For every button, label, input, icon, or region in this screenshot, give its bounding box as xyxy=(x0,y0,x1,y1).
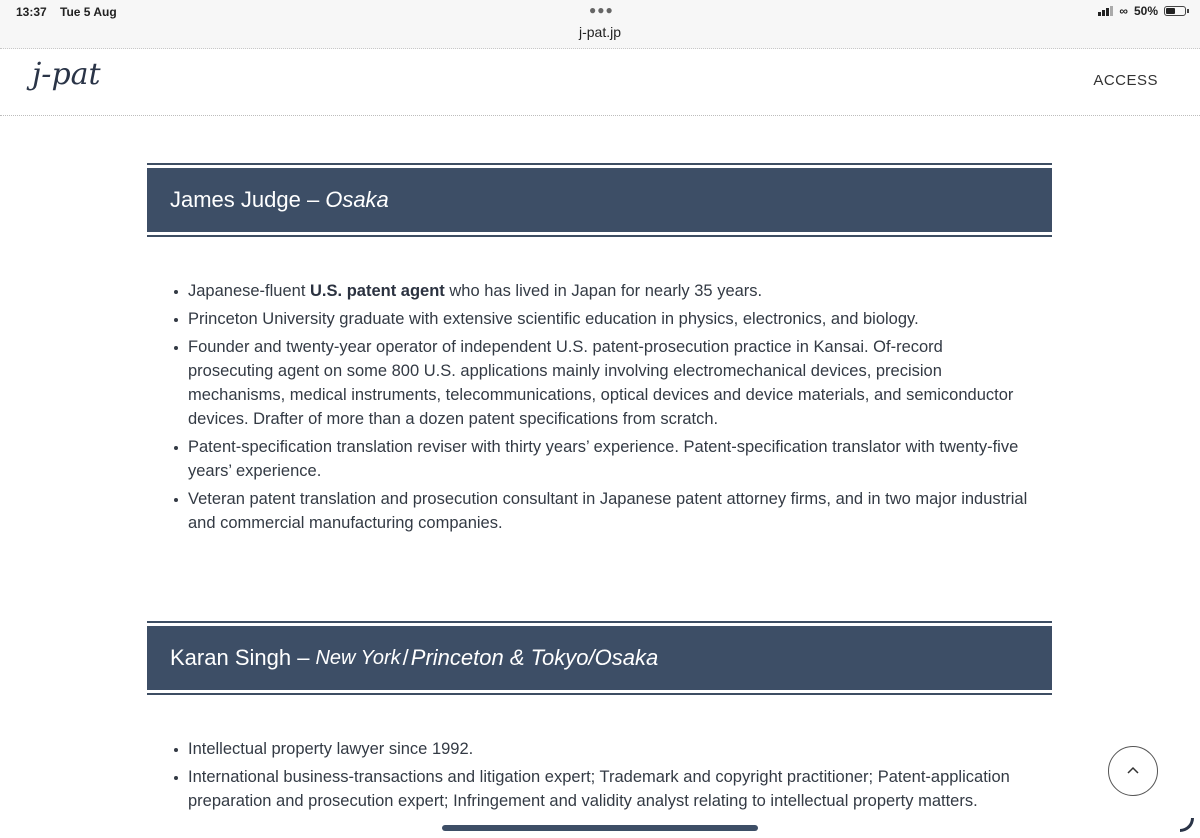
profile-heading xyxy=(147,168,1052,232)
site-header xyxy=(0,49,1200,116)
resize-corner-icon xyxy=(1180,818,1194,832)
profile-points xyxy=(147,737,1052,813)
status-time: 13:37 xyxy=(16,5,47,19)
profile-james-judge xyxy=(147,163,1052,539)
profile-banner xyxy=(147,621,1052,695)
list-item: Princeton University graduate with extensive scientific education in physics, electronics, and biology. xyxy=(147,307,1028,331)
battery-percent: 50% xyxy=(1133,4,1158,18)
multitasking-dots-icon[interactable]: ●●● xyxy=(589,3,614,17)
profile-heading xyxy=(147,626,1052,690)
profile-location-secondary: Princeton & Tokyo/Osaka xyxy=(410,645,659,670)
profile-points xyxy=(147,279,1052,535)
profile-location-primary: New York xyxy=(315,646,401,669)
chevron-up-icon xyxy=(1126,762,1140,780)
point-text: who has lived in Japan for nearly 35 years. xyxy=(444,282,763,300)
profile-name: Karan Singh – xyxy=(170,645,310,670)
signal-icon xyxy=(1098,6,1113,16)
list-item: International business-transactions and litigation expert; Trademark and copyright practitioner; Patent-application preparation and prosecution expert; Infringement and validity analyst relating to intellectual property matters. xyxy=(147,765,1028,813)
access-link[interactable]: ACCESS xyxy=(1093,72,1158,89)
home-indicator[interactable] xyxy=(442,825,758,831)
status-date: Tue 5 Aug xyxy=(60,5,117,19)
list-item: Patent-specification translation reviser with thirty years’ experience. Patent-specification translator with twenty-five years’ experience. xyxy=(147,435,1028,483)
profile-karan-singh xyxy=(147,621,1052,817)
status-indicators xyxy=(1098,4,1186,18)
battery-fill xyxy=(1166,8,1175,14)
point-text: Japanese-fluent xyxy=(188,282,311,300)
battery-icon xyxy=(1164,6,1186,16)
browser-status-bar xyxy=(0,0,1200,49)
profile-name: James Judge – xyxy=(170,187,320,212)
site-logo[interactable]: j-pat xyxy=(32,57,101,92)
profile-location: Osaka xyxy=(325,187,389,212)
address-bar-url[interactable]: j-pat.jp xyxy=(578,24,622,40)
location-separator: / xyxy=(402,645,409,670)
list-item: Veteran patent translation and prosecution consultant in Japanese patent attorney firms, and in two major industrial and commercial manufacturing companies. xyxy=(147,487,1028,535)
point-emphasis: U.S. patent agent xyxy=(310,282,445,300)
list-item xyxy=(147,279,1028,303)
list-item: Founder and twenty-year operator of independent U.S. patent-prosecution practice in Kansai. Of-record prosecuting agent on some 800 U.S. applications mainly involving electromechanical devices, precision mechanisms, medical instruments, telecommunications, optical devices and device materials, and semiconductor devices. Drafter of more than a dozen patent specifications from scratch. xyxy=(147,335,1028,431)
scroll-to-top-button[interactable] xyxy=(1108,746,1158,796)
profile-banner xyxy=(147,163,1052,237)
list-item: Intellectual property lawyer since 1992. xyxy=(147,737,1028,761)
connection-icon: ∞ xyxy=(1119,4,1128,18)
